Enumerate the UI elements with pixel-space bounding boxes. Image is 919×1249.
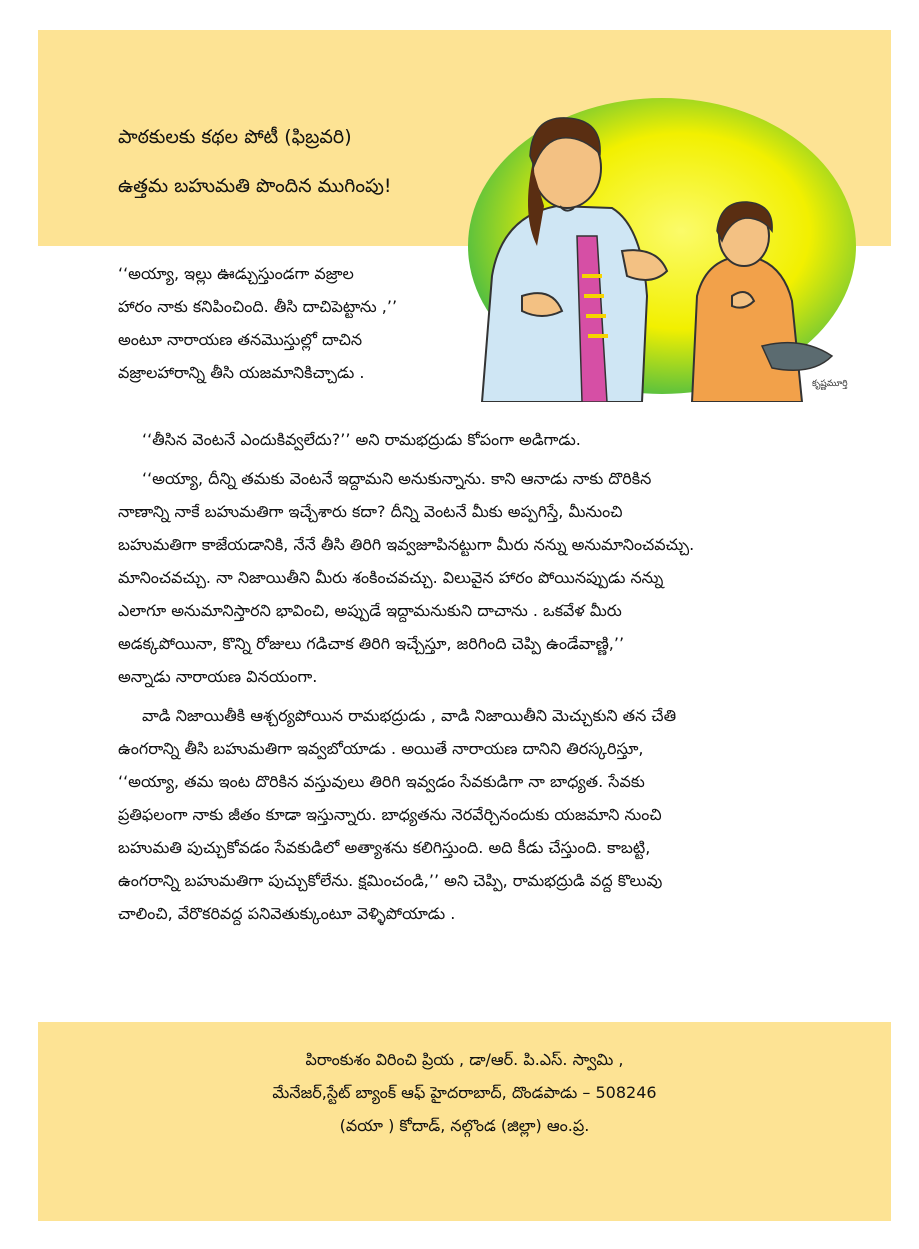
- story-line: బహుమతిగా కాజేయడానికి, నేనే తీసి తిరిగి ఇవ్వజూపినట్టుగా మీరు నన్ను అనుమానించవచ్చు.: [118, 535, 695, 554]
- story-body: [118, 423, 694, 930]
- two-men-illustration: [462, 96, 858, 402]
- story-line: వాడి నిజాయితీకి ఆశ్చర్యపోయిన రామభద్రుడు , వాడి నిజాయితీని మెచ్చుకుని తన చేతి: [142, 706, 677, 725]
- story-line: ‘‘అయ్యా, ఇల్లు ఊడ్చుస్తుండగా వజ్రాల: [118, 264, 354, 283]
- story-line: హారం నాకు కనిపించింది. తీసి దాచిపెట్టాను ,’’: [118, 297, 398, 316]
- story-line: ‘‘అయ్యా, తమ ఇంట దొరికిన వస్తువులు తిరిగి ఇవ్వడం సేవకుడిగా నా బాధ్యత. సేవకు: [118, 772, 645, 791]
- story-line: ‘‘తీసిన వెంటనే ఎందుకివ్వలేదు?’’ అని రామభద్రుడు కోపంగా అడిగాడు.: [142, 430, 581, 449]
- author-credit: [38, 1043, 891, 1142]
- story-line: ఎలాగూ అనుమానిస్తారని భావించి, అప్పుడే ఇద్దామనుకుని దాచాను . ఒకవేళ మీరు: [118, 601, 622, 620]
- story-line: ఉంగరాన్ని బహుమతిగా పుచ్చుకోలేను. క్షమించండి,’’ అని చెప్పి, రామభద్రుడి వద్ద కొలువు: [118, 871, 663, 890]
- story-line: ప్రతిఫలంగా నాకు జీతం కూడా ఇస్తున్నారు. బాధ్యతను నెరవేర్చినందుకు యజమాని నుంచి: [118, 805, 662, 824]
- story-line: ఉంగరాన్ని తీసి బహుమతిగా ఇవ్వబోయాడు . అయితే నారాయణ దానిని తిరస్కరిస్తూ,: [118, 739, 644, 758]
- contest-title: పాఠకులకు కథల పోటీ (ఫిబ్రవరి): [118, 126, 352, 148]
- credit-line: మేనేజర్,స్టేట్ బ్యాంక్ ఆఫ్ హైదరాబాద్, దొండపాడు – 508246: [272, 1083, 657, 1102]
- story-line: నాణాన్ని నాకే బహుమతిగా ఇచ్చేశారు కదా? దీన్ని వెంటనే మీకు అప్పగిస్తే, మీనుంచి: [118, 502, 623, 521]
- story-line: మానించవచ్చు. నా నిజాయితీని మీరు శంకించవచ్చు. విలువైన హారం పోయినప్పుడు నన్ను: [118, 568, 664, 587]
- credit-line: పిరాంకుశం విరించి ప్రియ , డా/ఆర్. పి.ఎస్. స్వామి ,: [305, 1050, 624, 1069]
- story-line: అన్నాడు నారాయణ వినయంగా.: [118, 667, 318, 686]
- credit-line: (వయా ) కోదాడ్, నల్గొండ (జిల్లా) ఆం.ప్ర.: [339, 1116, 590, 1135]
- prize-subtitle: ఉత్తమ బహుమతి పొందిన ముగింపు!: [118, 175, 392, 197]
- story-line: వజ్రాలహారాన్ని తీసి యజమానికిచ్చాడు .: [118, 363, 365, 382]
- story-intro: [118, 257, 397, 389]
- story-line: చాలించి, వేరొకరివద్ద పనివెతుక్కుంటూ వెళ్ళిపోయాడు .: [118, 904, 456, 923]
- story-line: ‘‘అయ్యా, దీన్ని తమకు వెంటనే ఇద్దామని అనుకున్నాను. కాని ఆనాడు నాకు దొరికిన: [142, 469, 652, 488]
- story-line: అడక్కపోయినా, కొన్ని రోజులు గడిచాక తిరిగి ఇచ్చేస్తూ, జరిగింది చెప్పి ఉండేవాణ్ణి,’’: [118, 634, 625, 653]
- story-line: బహుమతి పుచ్చుకోవడం సేవకుడిలో అత్యాశను కలిగిస్తుంది. అది కీడు చేస్తుంది. కాబట్టి,: [118, 838, 651, 857]
- illustrator-signature: కృష్ణమూర్తి: [812, 379, 848, 389]
- story-line: అంటూ నారాయణ తనమొస్తుల్లో దాచిన: [118, 330, 363, 349]
